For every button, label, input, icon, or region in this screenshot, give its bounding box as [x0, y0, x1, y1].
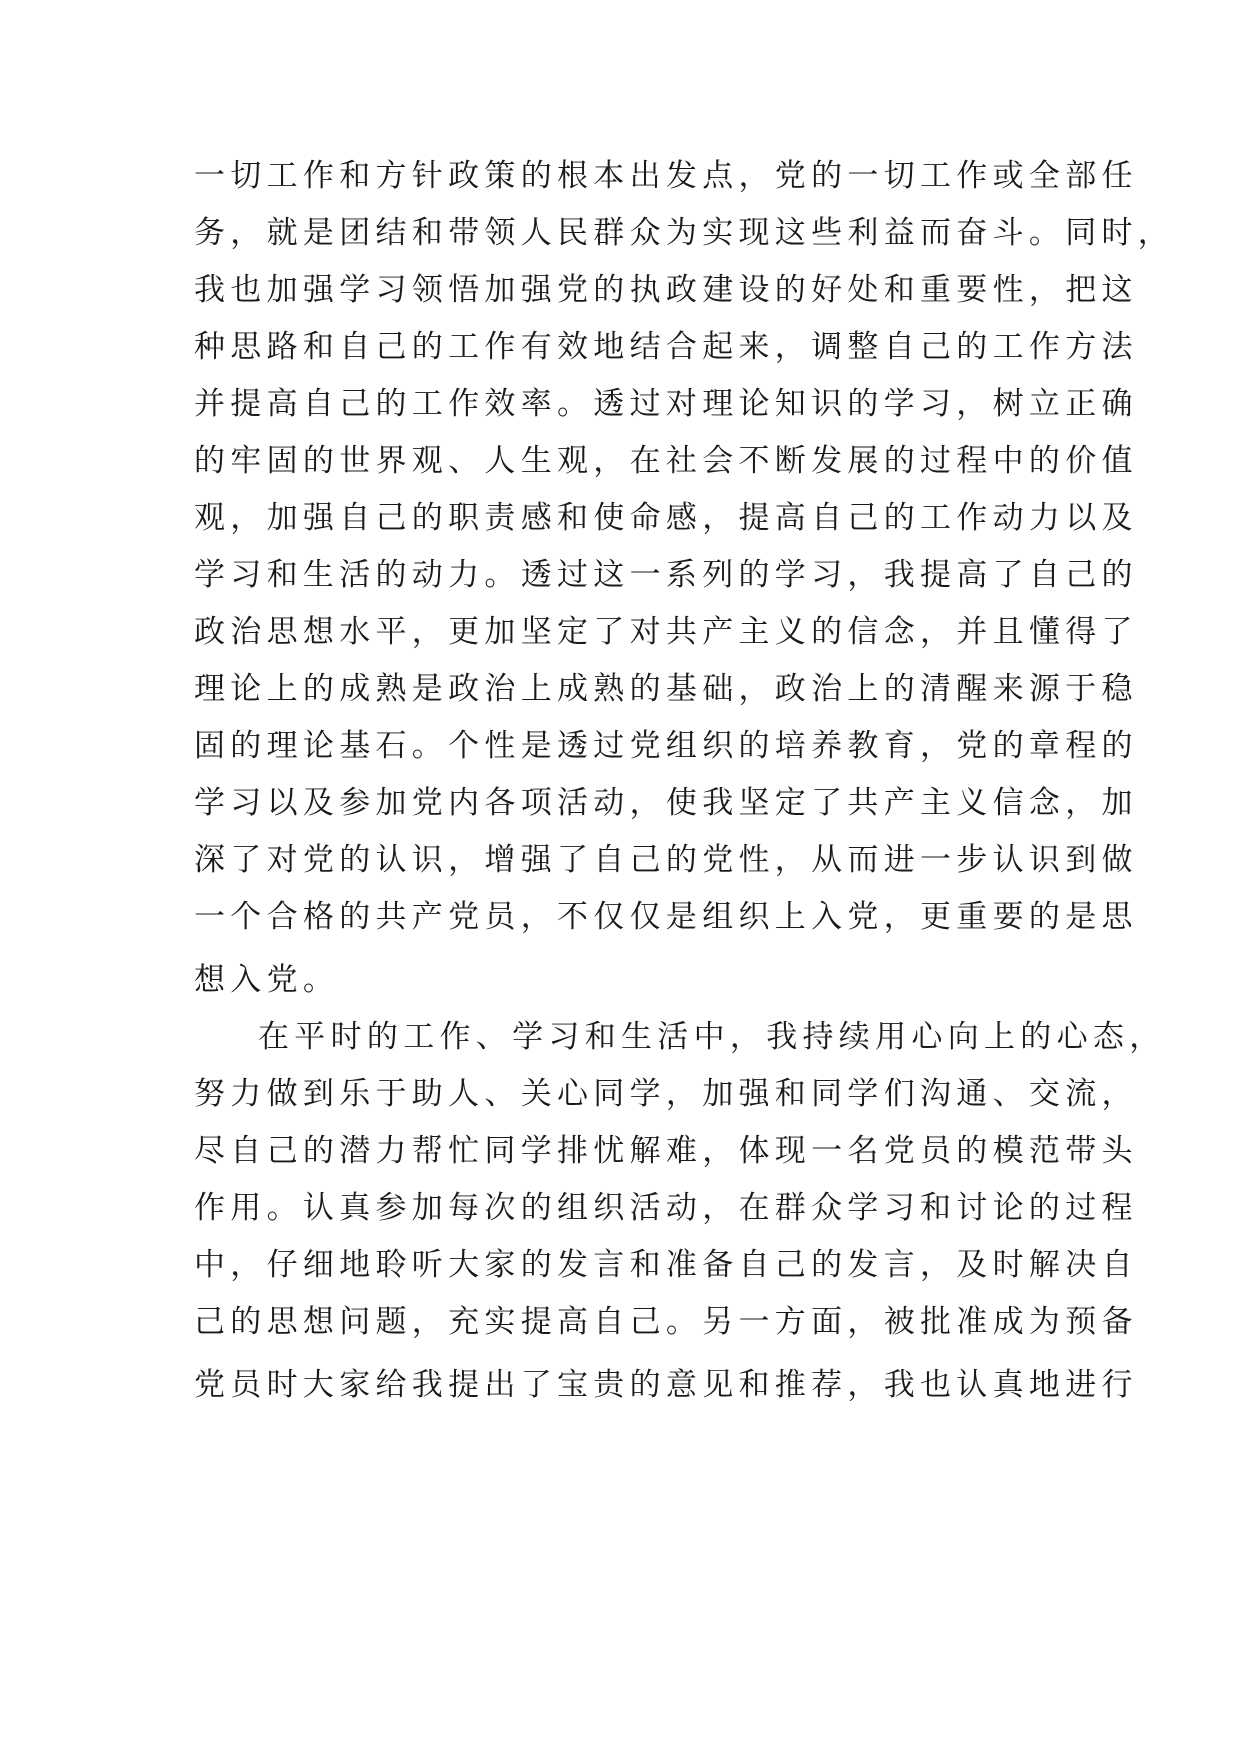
text-line: 我也加强学习领悟加强党的执政建设的好处和重要性，把这: [194, 272, 1138, 308]
document-body: [194, 148, 1175, 1414]
text-line: 固的理论基石。个性是透过党组织的培养教育，党的章程的: [194, 728, 1138, 764]
paragraph-1: [194, 148, 1175, 1009]
text-line: 务，就是团结和带领人民群众为实现这些利益而奋斗。同时，: [194, 215, 1175, 251]
text-line: 己的思想问题，充实提高自己。另一方面，被批准成为预备: [194, 1304, 1138, 1340]
text-line: 理论上的成熟是政治上成熟的基础，政治上的清醒来源于稳: [194, 671, 1138, 707]
text-line: 并提高自己的工作效率。透过对理论知识的学习，树立正确: [194, 386, 1138, 422]
text-line: 尽自己的潜力帮忙同学排忧解难，体现一名党员的模范带头: [194, 1133, 1138, 1169]
paragraph-2: [194, 1009, 1166, 1414]
text-line: 的牢固的世界观、人生观，在社会不断发展的过程中的价值: [194, 443, 1138, 479]
text-line: 深了对党的认识，增强了自己的党性，从而进一步认识到做: [194, 842, 1138, 878]
text-line: 努力做到乐于助人、关心同学，加强和同学们沟通、交流，: [194, 1076, 1138, 1112]
text-line: 学习以及参加党内各项活动，使我坚定了共产主义信念，加: [194, 785, 1138, 821]
text-line: 学习和生活的动力。透过这一系列的学习，我提高了自己的: [194, 557, 1138, 593]
text-line: 一个合格的共产党员，不仅仅是组织上入党，更重要的是思: [194, 899, 1138, 935]
text-line: 一切工作和方针政策的根本出发点，党的一切工作或全部任: [194, 158, 1138, 194]
text-line: 在平时的工作、学习和生活中，我持续用心向上的心态，: [258, 1019, 1166, 1055]
text-line: 种思路和自己的工作有效地结合起来，调整自己的工作方法: [194, 329, 1138, 365]
text-line: 观，加强自己的职责感和使命感，提高自己的工作动力以及: [194, 500, 1138, 536]
text-line: 中，仔细地聆听大家的发言和准备自己的发言，及时解决自: [194, 1247, 1138, 1283]
text-line: 政治思想水平，更加坚定了对共产主义的信念，并且懂得了: [194, 614, 1138, 650]
text-line: 党员时大家给我提出了宝贵的意见和推荐，我也认真地进行: [194, 1367, 1138, 1403]
text-line: 想入党。: [194, 962, 340, 998]
text-line: 作用。认真参加每次的组织活动，在群众学习和讨论的过程: [194, 1190, 1138, 1226]
